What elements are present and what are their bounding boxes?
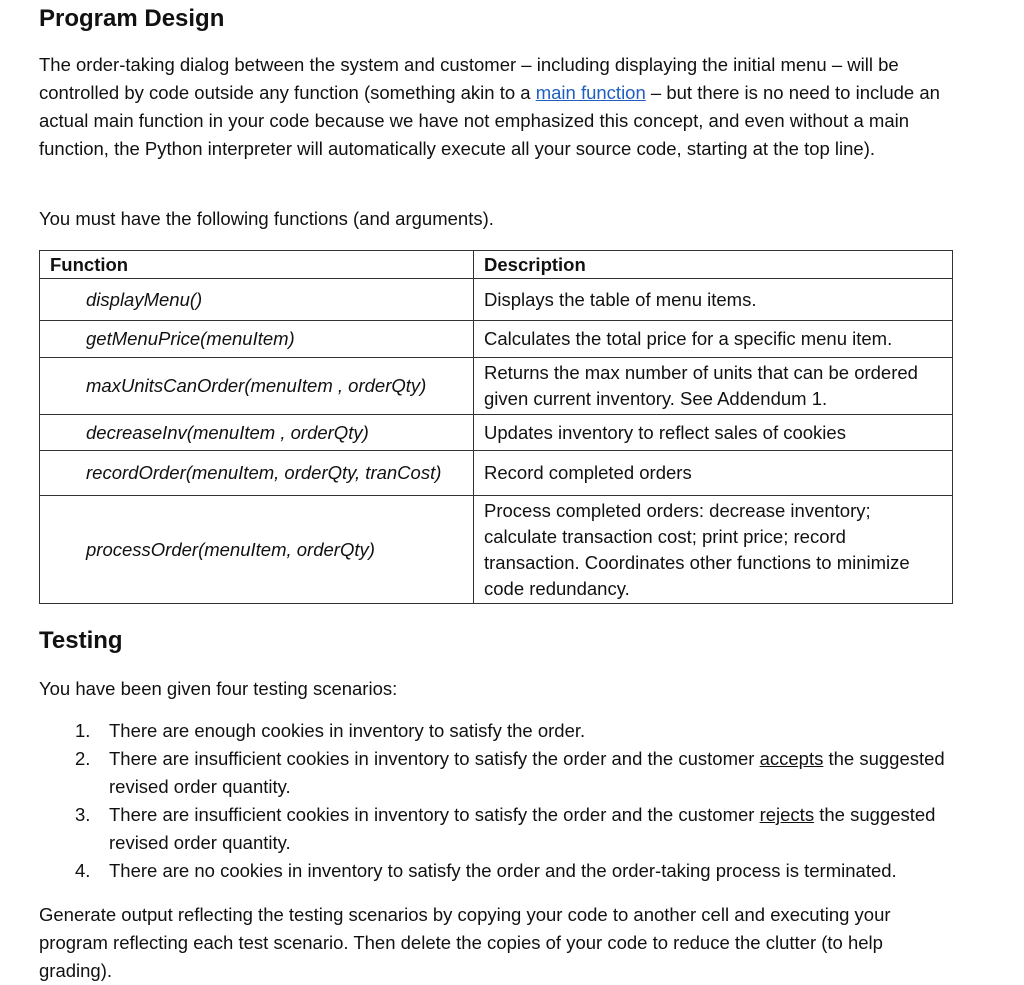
table-row — [40, 415, 953, 451]
scenario-text: There are insufficient cookies in inventory to satisfy the order and the customer — [109, 804, 760, 825]
scenario-text: There are no cookies in inventory to satisfy the order and the order-taking process is terminated. — [109, 860, 897, 881]
scenario-text-tail: the suggested revised order quantity. — [109, 804, 936, 853]
function-name-cell: decreaseInv(menuItem , orderQty) — [40, 415, 474, 451]
table-row — [40, 451, 953, 496]
program-design-heading: Program Design — [39, 5, 225, 32]
intro-text-before-link: The order-taking dialog between the system and customer – including displaying the initial menu – will be controlled by code outside any function (something akin to a — [39, 54, 899, 103]
scenario-text: There are insufficient cookies in inventory to satisfy the order and the customer — [109, 748, 760, 769]
description-column-header: Description — [474, 251, 953, 279]
table-row — [40, 358, 953, 415]
function-name-cell: recordOrder(menuItem, orderQty, tranCost) — [40, 451, 474, 496]
intro-paragraph — [39, 51, 949, 163]
table-row — [40, 279, 953, 321]
description-cell: Calculates the total price for a specific menu item. — [474, 321, 953, 358]
function-name-cell: displayMenu() — [40, 279, 474, 321]
list-item — [39, 801, 949, 857]
description-cell: Process completed orders: decrease inventory; calculate transaction cost; print price; record transaction. Coordinates other functions to minimize code redundancy. — [474, 496, 953, 604]
list-item — [39, 745, 949, 801]
scenario-text-tail: the suggested revised order quantity. — [109, 748, 945, 797]
scenario-number: 2. — [75, 748, 91, 769]
function-name-cell: getMenuPrice(menuItem) — [40, 321, 474, 358]
description-cell: Record completed orders — [474, 451, 953, 496]
description-cell: Displays the table of menu items. — [474, 279, 953, 321]
scenario-text: There are enough cookies in inventory to satisfy the order. — [109, 720, 586, 741]
testing-scenarios-list — [39, 717, 949, 885]
description-cell: Returns the max number of units that can be ordered given current inventory. See Addendum 1. — [474, 358, 953, 415]
testing-intro-text: You have been given four testing scenarios: — [39, 678, 398, 699]
outro-paragraph: Generate output reflecting the testing scenarios by copying your code to another cell and executing your program reflecting each test scenario. Then delete the copies of your code to reduce the clutter (to help grading). — [39, 904, 891, 981]
scenario-emphasis: rejects — [759, 804, 815, 825]
functions-table — [39, 250, 953, 604]
function-name-cell: maxUnitsCanOrder(menuItem , orderQty) — [40, 358, 474, 415]
list-item — [39, 857, 949, 885]
scenario-number: 3. — [75, 804, 91, 825]
table-row — [40, 321, 953, 358]
testing-heading: Testing — [39, 627, 123, 654]
intro-text-after-link: – but there is no need to include an actual main function in your code because we have not emphasized this concept, and even without a main function, the Python interpreter will automatically execute all your source code, starting at the top line). — [39, 82, 940, 159]
function-name-cell: processOrder(menuItem, orderQty) — [40, 496, 474, 604]
function-column-header: Function — [40, 251, 474, 279]
description-cell: Updates inventory to reflect sales of cookies — [474, 415, 953, 451]
scenario-number: 4. — [75, 860, 91, 881]
scenario-number: 1. — [75, 720, 91, 741]
main-function-link[interactable]: main function — [535, 82, 646, 103]
must-have-text: You must have the following functions (and arguments). — [39, 208, 494, 229]
table-header-row — [40, 251, 953, 279]
table-row — [40, 496, 953, 604]
scenario-emphasis: accepts — [759, 748, 824, 769]
list-item — [39, 717, 949, 745]
